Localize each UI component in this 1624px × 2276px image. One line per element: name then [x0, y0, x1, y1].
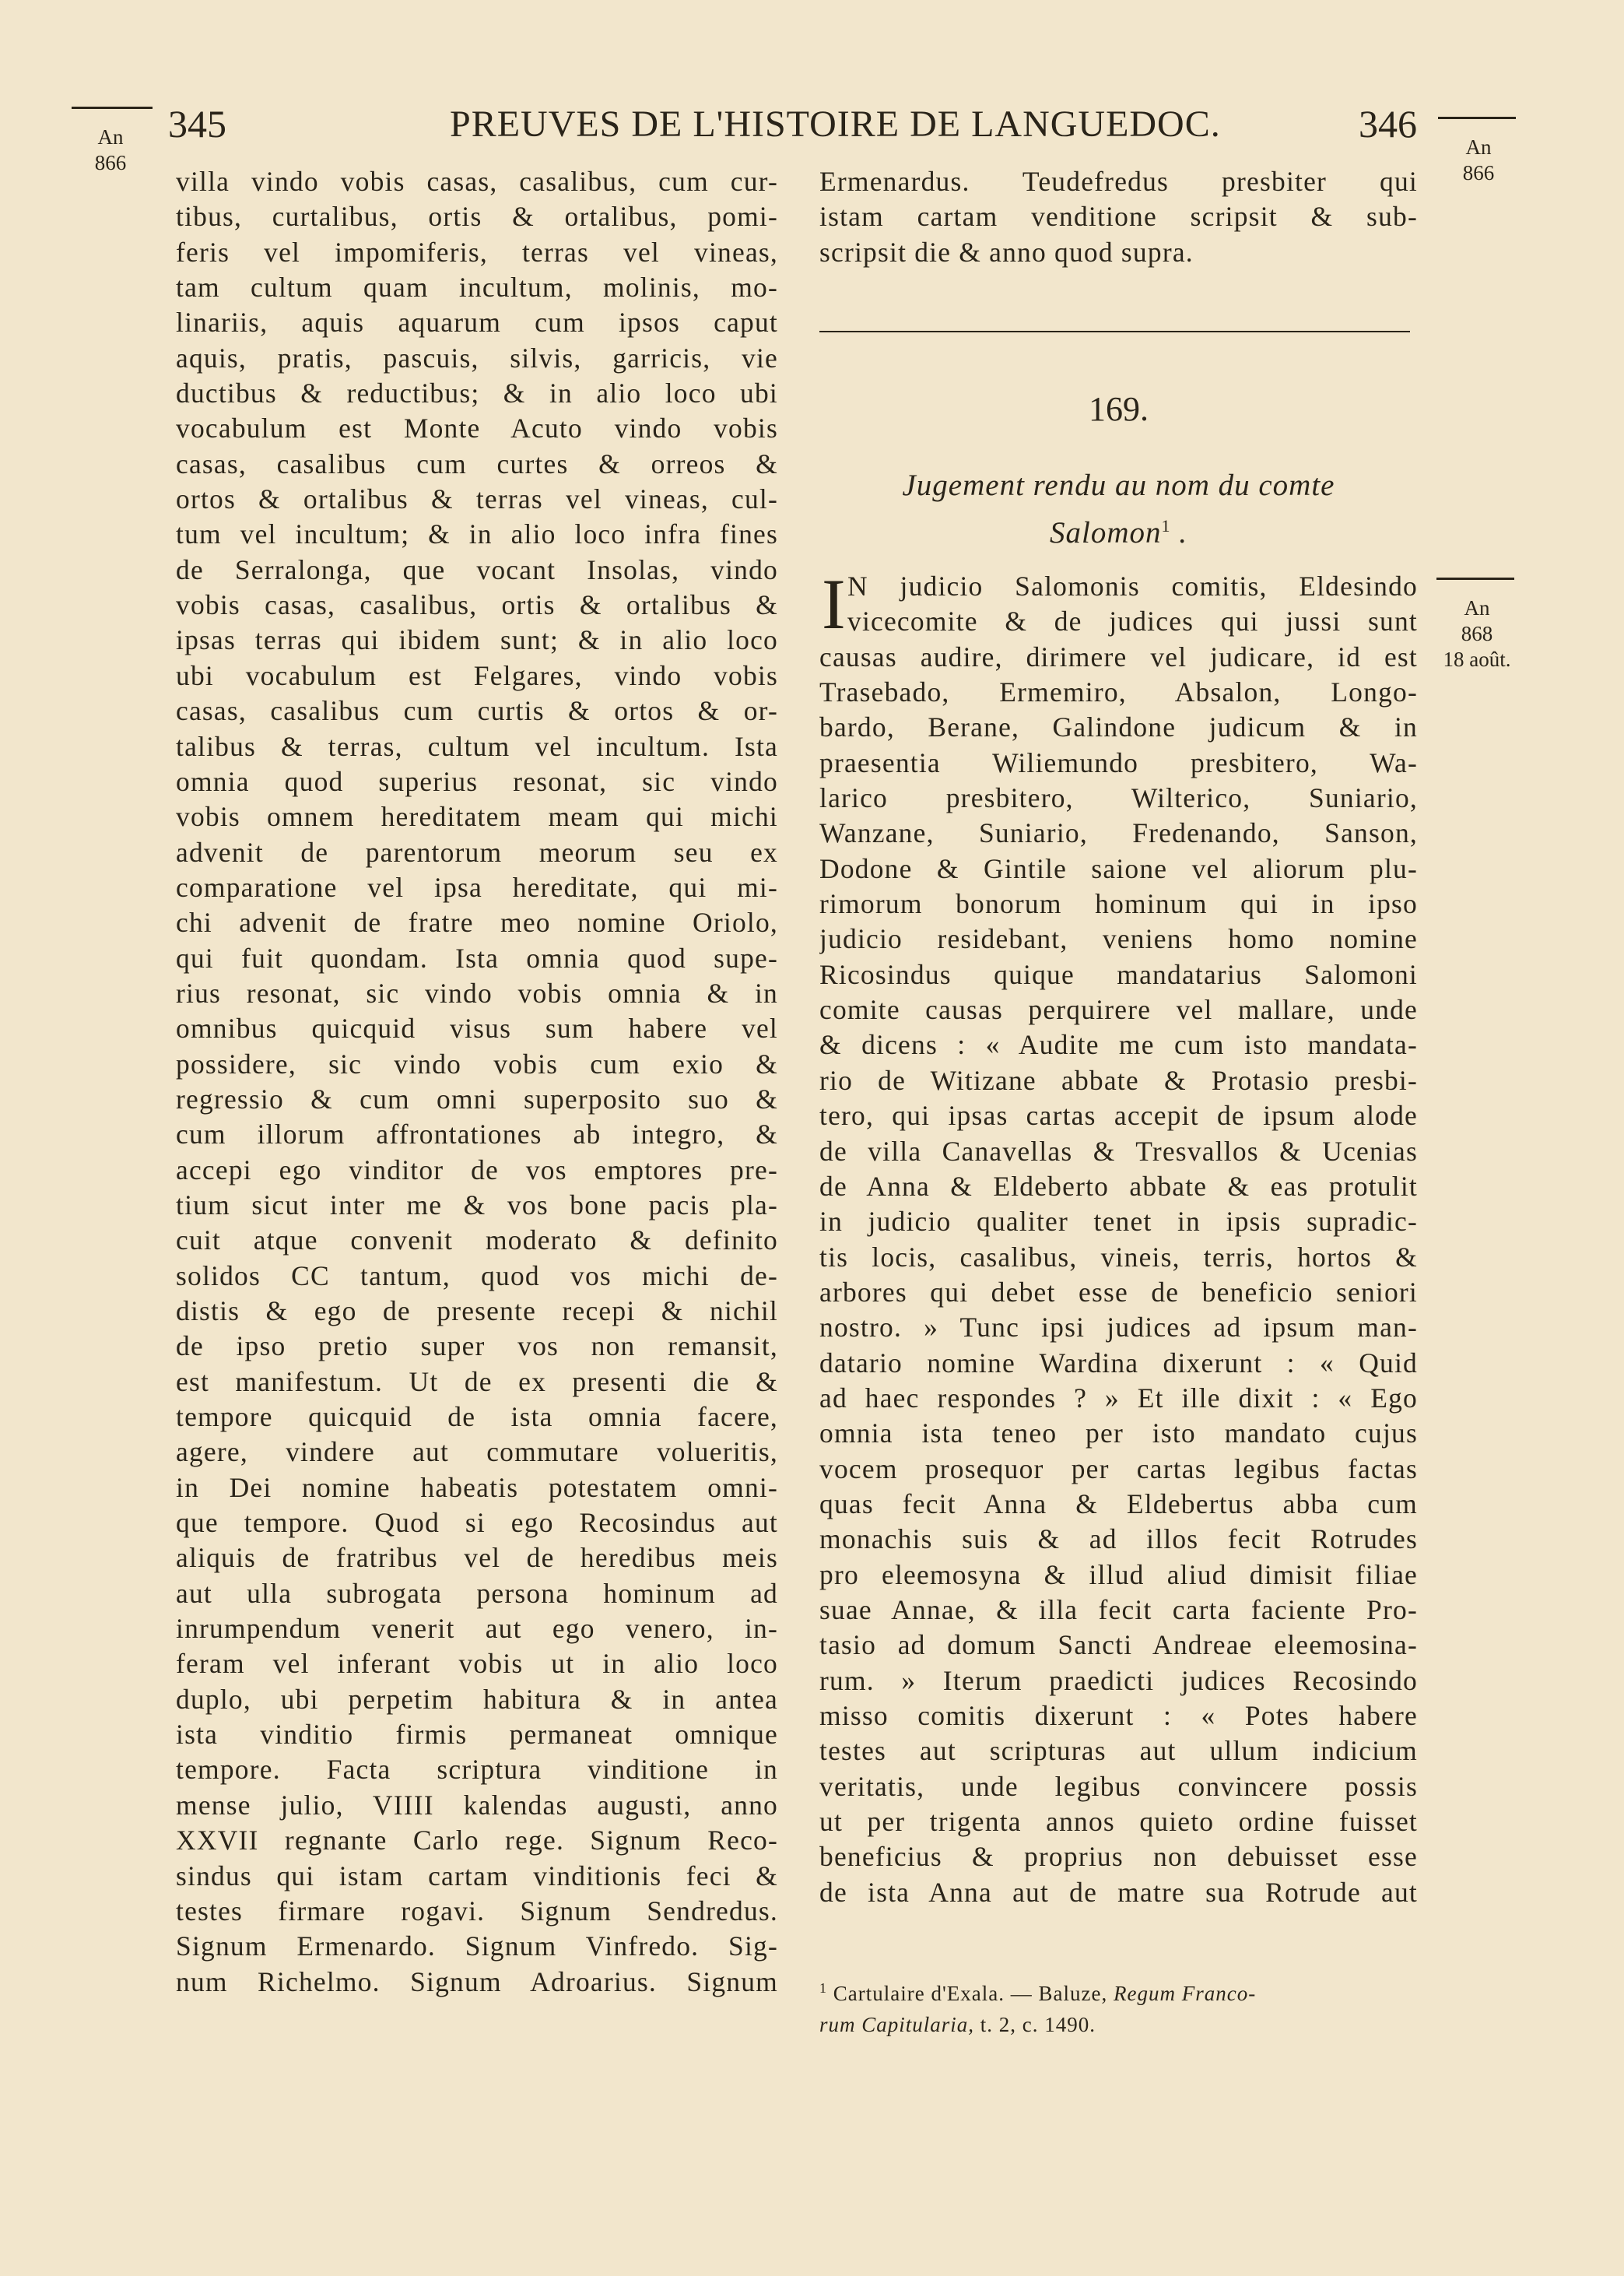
- left-column-line: vocabulum est Monte Acuto vindo vobis: [176, 413, 778, 444]
- left-column-line: distis & ego de presente recepi & nichil: [176, 1295, 778, 1326]
- right-body-line: tero, qui ipsas cartas accepit de ipsum alode: [819, 1100, 1418, 1132]
- right-body-line: pro eleemosyna & illud aliud dimisit filiae: [819, 1558, 1418, 1590]
- right-body-line: testes aut scripturas aut ullum indicium: [819, 1735, 1418, 1767]
- left-column-line: advenit de parentorum meorum seu ex: [176, 836, 778, 868]
- left-column-line: tium sicut inter me & vos bone pacis pla-: [176, 1189, 778, 1221]
- left-column-line: vobis casas, casalibus, ortis & ortalibus &: [176, 589, 778, 621]
- section-separator: [819, 331, 1410, 332]
- right-body-line: de Anna & Eldeberto abbate & eas protulit: [819, 1170, 1418, 1202]
- right-body-line: monachis suis & ad illos fecit Rotrudes: [819, 1523, 1418, 1555]
- left-column-line: agere, vindere aut commutare volueritis,: [176, 1436, 778, 1468]
- left-column-line: villa vindo vobis casas, casalibus, cum cur-: [176, 166, 778, 197]
- left-column-line: sindus qui istam cartam vinditionis feci &: [176, 1860, 778, 1891]
- right-body-line: praesentia Wiliemundo presbitero, Wa-: [819, 746, 1418, 778]
- left-column-line: inrumpendum venerit aut ego venero, in-: [176, 1613, 778, 1645]
- footnote: [819, 1972, 1418, 2040]
- left-column: [176, 164, 778, 2000]
- right-body-line: arbores qui debet esse de beneficio seniori: [819, 1276, 1418, 1308]
- margin-an-right-top: An: [1465, 135, 1492, 159]
- right-body-line: Dodone & Gintile saione vel aliorum plu-: [819, 852, 1418, 884]
- right-body-line: omnia ista teneo per isto mandato cujus: [819, 1417, 1418, 1449]
- left-column-line: tempore. Facta scriptura vinditione in: [176, 1754, 778, 1786]
- right-top-line: scripsit die & anno quod supra.: [819, 236, 1194, 268]
- right-top-line: istam cartam venditione scripsit & sub-: [819, 201, 1418, 233]
- right-body-line: vicecomite & de judices qui jussi sunt: [847, 606, 1418, 637]
- left-column-line: talibus & terras, cultum vel incultum. Ista: [176, 730, 778, 762]
- right-body-line: veritatis, unde legibus convincere possis: [819, 1770, 1418, 1802]
- right-body-line: Trasebado, Ermemiro, Absalon, Longo-: [819, 676, 1418, 708]
- left-column-line: linariis, aquis aquarum cum ipsos caput: [176, 307, 778, 339]
- left-column-line: omnibus quicquid visus sum habere vel: [176, 1013, 778, 1045]
- left-column-line: possidere, sic vindo vobis cum exio &: [176, 1048, 778, 1080]
- left-column-line: vobis omnem hereditatem meam qui michi: [176, 801, 778, 833]
- left-column-line: tempore quicquid de ista omnia facere,: [176, 1401, 778, 1433]
- right-body-line: & dicens : « Audite me cum isto mandata-: [819, 1029, 1418, 1061]
- left-column-line: accepi ego vinditor de vos emptores pre-: [176, 1154, 778, 1185]
- footnote-ref: t. 2, c. 1490.: [980, 2013, 1096, 2036]
- right-body-line: larico presbitero, Wilterico, Suniario,: [819, 782, 1418, 814]
- right-body-line: ad haec respondes ? » Et ille dixit : « Ego: [819, 1382, 1418, 1414]
- footnote-italic-1: Regum Franco-: [1114, 1982, 1257, 2005]
- left-column-line: aliquis de fratribus vel de heredibus meis: [176, 1542, 778, 1574]
- margin-note-right-top: [1447, 135, 1510, 186]
- right-body-line: causas audire, dirimere vel judicare, id est: [819, 641, 1418, 673]
- margin-year-right-top: 866: [1462, 161, 1495, 184]
- running-head-title: PREUVES DE L'HISTOIRE DE LANGUEDOC.: [450, 104, 1221, 145]
- right-body-line: N judicio Salomonis comitis, Eldesindo: [847, 571, 1418, 602]
- right-body-line: tis locis, casalibus, vineis, terris, hortos &: [819, 1241, 1418, 1273]
- right-column-top: [819, 164, 1418, 270]
- margin-note-right-mid: [1430, 595, 1524, 673]
- right-body-line: in judicio qualiter tenet in ipsis supradic-: [819, 1206, 1418, 1238]
- left-column-line: num Richelmo. Signum Adroarius. Signum: [176, 1965, 778, 1997]
- left-column-line: tibus, curtalibus, ortis & ortalibus, pomi-: [176, 201, 778, 233]
- left-column-line: in Dei nomine habeatis potestatem omni-: [176, 1471, 778, 1503]
- page-number-left: 345: [168, 102, 226, 146]
- footnote-mark: 1: [819, 1980, 827, 1996]
- right-top-line: Ermenardus. Teudefredus presbiter qui: [819, 166, 1418, 197]
- left-column-line: qui fuit quondam. Ista omnia quod supe-: [176, 942, 778, 974]
- document-title-line2: Salomon: [1050, 516, 1162, 550]
- margin-year-left: 866: [94, 151, 127, 174]
- left-column-line: testes firmare rogavi. Signum Sendredus.: [176, 1895, 778, 1927]
- right-body-line: datario nomine Wardina dixerunt : « Quid: [819, 1347, 1418, 1379]
- left-column-line: rius resonat, sic vindo vobis omnia & in: [176, 977, 778, 1009]
- document-title-line1: Jugement rendu au nom du comte: [902, 469, 1335, 502]
- left-column-line: mense julio, VIIII kalendas augusti, anno: [176, 1789, 778, 1821]
- footnote-line-1: [819, 1972, 1418, 2009]
- left-column-line: de ipso pretio super vos non remansit,: [176, 1330, 778, 1362]
- right-body-line: de ista Anna aut de matre sua Rotrude aut: [819, 1876, 1418, 1908]
- right-body-line: tasio ad domum Sancti Andreae eleemosina-: [819, 1629, 1418, 1661]
- right-column-body: [819, 564, 1418, 1910]
- margin-rule-left: [72, 107, 153, 109]
- left-column-line: chi advenit de fratre meo nomine Oriolo,: [176, 907, 778, 939]
- left-column-line: regressio & cum omni superposito suo &: [176, 1083, 778, 1115]
- left-column-line: feris vel impomiferis, terras vel vineas,: [176, 236, 778, 268]
- footnote-source: Cartulaire d'Exala. — Baluze,: [833, 1982, 1108, 2005]
- right-body-line: ut per trigenta annos quieto ordine fuisset: [819, 1806, 1418, 1838]
- document-title: Jugement rendu au nom du comte Salomon$^1$ .: [819, 465, 1418, 553]
- right-body-line: nostro. » Tunc ipsi judices ad ipsum man-: [819, 1312, 1418, 1343]
- margin-an-left: An: [97, 125, 124, 149]
- left-column-line: ortos & ortalibus & terras vel vineas, cul-: [176, 483, 778, 515]
- margin-an-right-mid: An: [1464, 596, 1490, 620]
- left-column-line: duplo, ubi perpetim habitura & in antea: [176, 1683, 778, 1715]
- right-body-line: bardo, Berane, Galindone judicum & in: [819, 711, 1418, 743]
- right-body-line: rum. » Iterum praedicti judices Recosindo: [819, 1664, 1418, 1696]
- left-column-line: que tempore. Quod si ego Recosindus aut: [176, 1507, 778, 1539]
- right-body-line: rio de Witizane abbate & Protasio presbi-: [819, 1064, 1418, 1096]
- right-body-line: quas fecit Anna & Eldebertus abba cum: [819, 1487, 1418, 1519]
- left-column-line: comparatione vel ipsa hereditate, qui mi-: [176, 871, 778, 903]
- document-number: 169.: [1089, 390, 1149, 428]
- left-column-line: casas, casalibus cum curtes & orreos &: [176, 448, 778, 479]
- left-column-line: de Serralonga, que vocant Insolas, vindo: [176, 553, 778, 585]
- left-column-line: tam cultum quam incultum, molinis, mo-: [176, 272, 778, 304]
- right-body-line: de villa Canavellas & Tresvallos & Ucenias: [819, 1135, 1418, 1167]
- margin-note-left: [78, 125, 143, 176]
- right-body-line: suae Annae, & illa fecit carta faciente Pro-: [819, 1593, 1418, 1625]
- left-column-line: Signum Ermenardo. Signum Vinfredo. Sig-: [176, 1930, 778, 1962]
- left-column-line: omnia quod superius resonat, sic vindo: [176, 765, 778, 797]
- right-body-line: Ricosindus quique mandatarius Salomoni: [819, 958, 1418, 990]
- right-body-line: comite causas perquirere vel mallare, unde: [819, 994, 1418, 1026]
- right-body-line: beneficius & proprius non debuisset esse: [819, 1841, 1418, 1873]
- right-body-line: vocem prosequor per cartas legibus factas: [819, 1452, 1418, 1484]
- left-column-line: aquis, pratis, pascuis, silvis, garricis, vie: [176, 342, 778, 374]
- page-number-right: 346: [1359, 102, 1417, 146]
- left-column-line: ductibus & reductibus; & in alio loco ubi: [176, 378, 778, 409]
- drop-cap: I: [822, 564, 846, 644]
- left-column-line: ubi vocabulum est Felgares, vindo vobis: [176, 659, 778, 691]
- footnote-italic-2: rum Capitularia,: [819, 2013, 975, 2036]
- left-column-line: casas, casalibus cum curtis & ortos & or-: [176, 695, 778, 727]
- right-body-line: misso comitis dixerunt : « Potes habere: [819, 1700, 1418, 1731]
- margin-date-right-mid: 18 août.: [1443, 648, 1511, 671]
- left-column-line: cuit atque convenit moderato & definito: [176, 1224, 778, 1256]
- left-column-line: est manifestum. Ut de ex presenti die &: [176, 1365, 778, 1397]
- left-column-line: aut ulla subrogata persona hominum ad: [176, 1577, 778, 1609]
- margin-year-right-mid: 868: [1461, 622, 1493, 645]
- left-column-line: XXVII regnante Carlo rege. Signum Reco-: [176, 1825, 778, 1856]
- left-column-line: tum vel incultum; & in alio loco infra fines: [176, 518, 778, 550]
- left-column-line: cum illorum affrontationes ab integro, &: [176, 1119, 778, 1150]
- footnote-line-2: [819, 2009, 1418, 2040]
- footnote-reference: 1: [1161, 516, 1171, 536]
- margin-rule-right-top: [1438, 117, 1516, 119]
- left-column-line: solidos CC tantum, quod vos michi de-: [176, 1259, 778, 1291]
- left-column-line: feram vel inferant vobis ut in alio loco: [176, 1648, 778, 1680]
- right-body-line: judicio residebant, veniens homo nomine: [819, 923, 1418, 955]
- right-body-line: Wanzane, Suniario, Fredenando, Sanson,: [819, 817, 1418, 849]
- left-column-line: ista vinditio firmis permaneat omnique: [176, 1719, 778, 1751]
- margin-rule-right-mid: [1436, 578, 1514, 580]
- left-column-line: ipsas terras qui ibidem sunt; & in alio loco: [176, 624, 778, 656]
- right-body-line: rimorum bonorum hominum qui in ipso: [819, 888, 1418, 920]
